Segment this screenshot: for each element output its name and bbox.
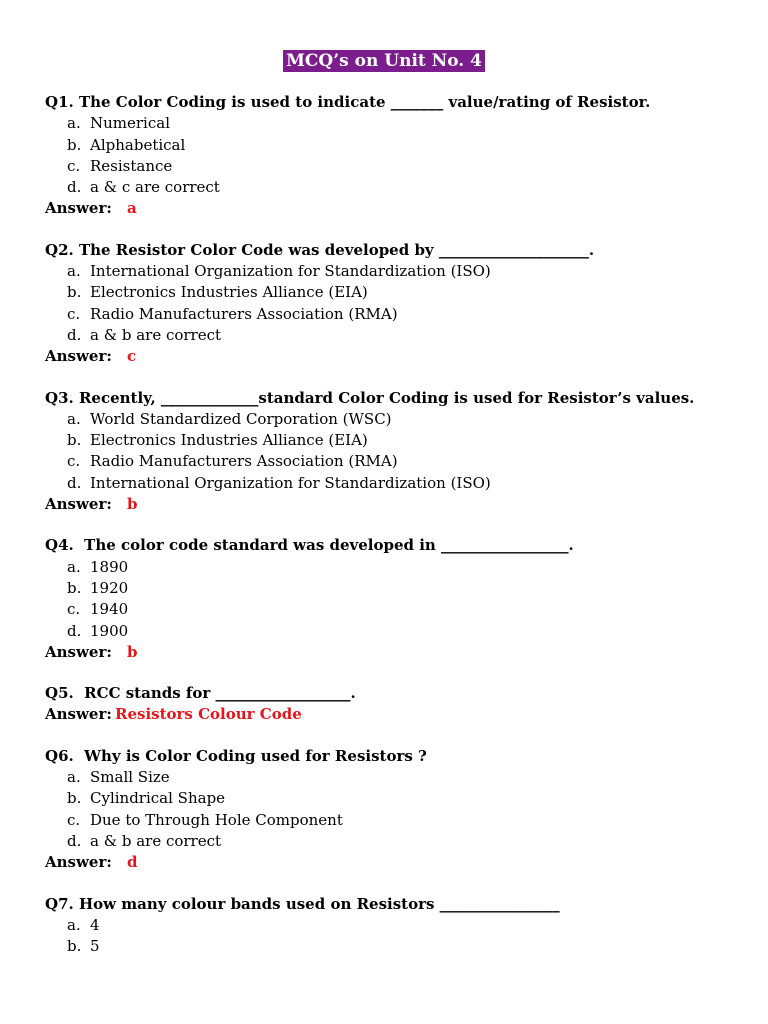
- option-text: Alphabetical: [90, 135, 186, 154]
- option-item: [67, 261, 745, 282]
- option-letter: d.: [67, 473, 82, 492]
- answer-label: Answer:: [45, 347, 112, 366]
- answer-value: b: [127, 495, 138, 514]
- question-text: Q6. Why is Color Coding used for Resistors ?: [45, 746, 427, 765]
- title-bar: [0, 50, 768, 72]
- option-letter: c.: [67, 810, 81, 829]
- option-item: [67, 304, 745, 325]
- answer-line: [45, 494, 745, 515]
- option-letter: a.: [67, 557, 81, 576]
- option-letter: b.: [67, 789, 82, 808]
- answer-value: c: [127, 347, 137, 366]
- page-title: MCQ’s on Unit No. 4: [283, 50, 485, 72]
- option-letter: a.: [67, 768, 81, 787]
- option-text: 1940: [90, 600, 129, 619]
- option-text: Cylindrical Shape: [90, 789, 226, 808]
- answer-value: b: [127, 642, 138, 661]
- question-text: Q1. The Color Coding is used to indicate _______ value/rating of Resistor.: [45, 93, 651, 111]
- option-item: [67, 767, 745, 788]
- option-letter: c.: [67, 304, 81, 323]
- option-item: [67, 599, 745, 620]
- option-letter: b.: [67, 937, 82, 956]
- option-letter: b.: [67, 135, 82, 154]
- question-text: Q5. RCC stands for __________________.: [45, 684, 356, 703]
- answer-line: [45, 198, 745, 219]
- option-letter: a.: [67, 114, 81, 133]
- option-list: [45, 261, 745, 346]
- option-item: [67, 282, 745, 303]
- answer-value: Resistors Colour Code: [115, 705, 302, 724]
- answer-line: [45, 346, 745, 367]
- answer-label: Answer:: [45, 705, 112, 724]
- question-block-q7: [45, 894, 745, 958]
- option-item: [67, 915, 745, 936]
- question-block-q5: [45, 683, 745, 726]
- option-text: International Organization for Standardization (ISO): [90, 473, 491, 492]
- option-item: [67, 430, 745, 451]
- option-item: [67, 936, 745, 957]
- option-letter: c.: [67, 156, 81, 175]
- option-letter: d.: [67, 831, 82, 850]
- option-letter: a.: [67, 262, 81, 281]
- option-text: International Organization for Standardization (ISO): [90, 262, 491, 281]
- option-item: [67, 578, 745, 599]
- option-text: Radio Manufacturers Association (RMA): [90, 452, 398, 471]
- option-text: Resistance: [90, 156, 173, 175]
- option-letter: b.: [67, 431, 82, 450]
- option-list: [45, 409, 745, 494]
- option-item: [67, 177, 745, 198]
- option-item: [67, 831, 745, 852]
- option-item: [67, 788, 745, 809]
- option-text: a & b are correct: [90, 325, 222, 344]
- answer-label: Answer:: [45, 642, 112, 661]
- option-letter: a.: [67, 915, 81, 934]
- option-text: a & b are correct: [90, 831, 222, 850]
- option-item: [67, 451, 745, 472]
- option-text: Due to Through Hole Component: [90, 810, 343, 829]
- option-item: [67, 621, 745, 642]
- option-text: 4: [90, 915, 100, 934]
- option-letter: a.: [67, 409, 81, 428]
- answer-line: [45, 852, 745, 873]
- option-letter: d.: [67, 325, 82, 344]
- question-block-q1: [45, 92, 745, 220]
- option-list: [45, 915, 745, 958]
- option-list: [45, 113, 745, 198]
- option-letter: b.: [67, 578, 82, 597]
- question-block-q4: [45, 535, 745, 663]
- answer-value: a: [127, 199, 137, 218]
- option-text: World Standardized Corporation (WSC): [90, 409, 392, 428]
- option-item: [67, 156, 745, 177]
- option-item: [67, 557, 745, 578]
- option-text: Electronics Industries Alliance (EIA): [90, 431, 368, 450]
- question-block-q6: [45, 746, 745, 874]
- question-text: Q4. The color code standard was developed in _________________.: [45, 536, 574, 555]
- option-item: [67, 325, 745, 346]
- option-text: Radio Manufacturers Association (RMA): [90, 304, 398, 323]
- question-text: Q2. The Resistor Color Code was developed by ____________________.: [45, 240, 595, 259]
- answer-label: Answer:: [45, 495, 112, 514]
- option-text: Electronics Industries Alliance (EIA): [90, 283, 368, 302]
- option-letter: c.: [67, 600, 81, 619]
- question-text: Q3. Recently, _____________standard Color Coding is used for Resistor’s values.: [45, 388, 695, 407]
- option-text: 1890: [90, 557, 129, 576]
- option-text: a & c are correct: [90, 178, 220, 197]
- option-item: [67, 135, 745, 156]
- answer-label: Answer:: [45, 853, 112, 872]
- option-text: 1900: [90, 621, 129, 640]
- option-text: Small Size: [90, 768, 170, 787]
- option-item: [67, 409, 745, 430]
- option-item: [67, 473, 745, 494]
- answer-line: [45, 642, 745, 663]
- option-letter: d.: [67, 178, 82, 197]
- question-block-q2: [45, 240, 745, 368]
- option-list: [45, 767, 745, 852]
- question-list: [45, 92, 745, 977]
- option-text: 5: [90, 937, 100, 956]
- option-text: 1920: [90, 578, 129, 597]
- option-letter: d.: [67, 621, 82, 640]
- answer-line: [45, 704, 745, 725]
- option-letter: b.: [67, 283, 82, 302]
- option-item: [67, 113, 745, 134]
- option-text: Numerical: [90, 114, 170, 133]
- option-list: [45, 557, 745, 642]
- option-letter: c.: [67, 452, 81, 471]
- option-item: [67, 810, 745, 831]
- answer-value: d: [127, 853, 138, 872]
- question-text: Q7. How many colour bands used on Resistors ________________: [45, 894, 560, 913]
- answer-label: Answer:: [45, 199, 112, 218]
- question-block-q3: [45, 388, 745, 516]
